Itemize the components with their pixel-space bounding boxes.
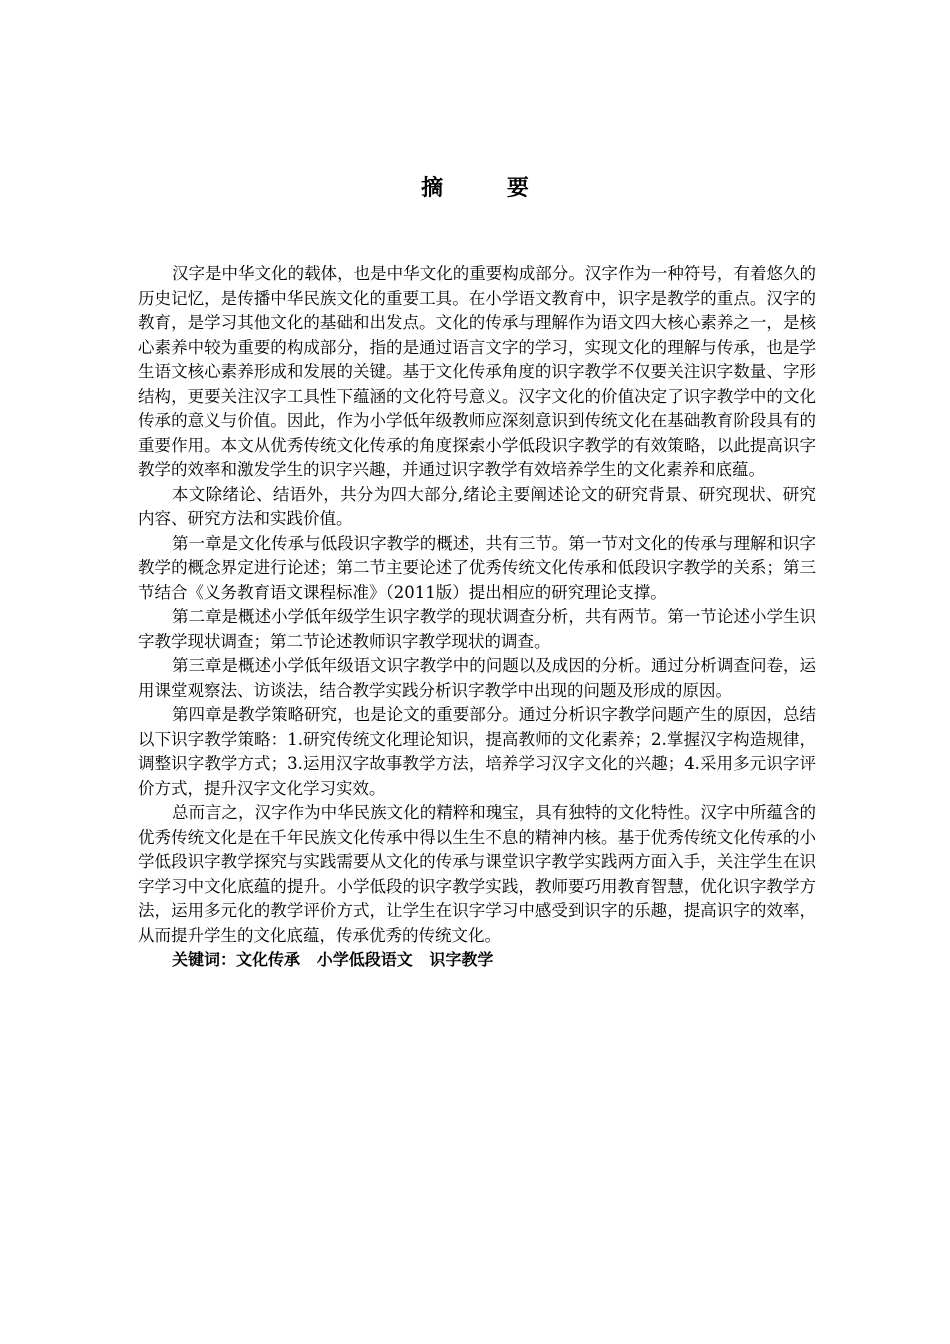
paragraph-structure: 本文除绪论、结语外，共分为四大部分,绪论主要阐述论文的研究背景、研究现状、研究内容、研究方法和实践价值。 xyxy=(138,484,816,528)
paragraph-intro: 汉字是中华文化的载体，也是中华文化的重要构成部分。汉字作为一种符号，有着悠久的历史记忆，是传播中华民族文化的重要工具。在小学语文教育中，识字是教学的重点。汉字的教育，是学习其他文化的基础和出发点。文化的传承与理解作为语文四大核心素养之一，是核心素养中较为重要的构成部分，指的是通过语言文字的学习，实现文化的理解与传承，也是学生语文核心素养形成和发展的关键。基于文化传承角度的识字教学不仅要关注识字数量、字形结构，更要关注汉字工具性下蕴涵的文化符号意义。汉字文化的价值决定了识字教学中的文化传承的意义与价值。因此，作为小学低年级教师应深刻意识到传统文化在基础教育阶段具有的重要作用。本文从优秀传统文化传承的角度探索小学低段识字教学的有效策略，以此提高识字教学的效率和激发学生的识字兴趣，并通过识字教学有效培养学生的文化素养和底蕴。 xyxy=(138,264,816,479)
paragraph-chapter-2: 第二章是概述小学低年级学生识字教学的现状调查分析，共有两节。第一节论述小学生识字教学现状调查；第二节论述教师识字教学现状的调查。 xyxy=(138,607,816,651)
paragraph-conclusion: 总而言之，汉字作为中华民族文化的精粹和瑰宝，具有独特的文化特性。汉字中所蕴含的优秀传统文化是在千年民族文化传承中得以生生不息的精神内核。基于优秀传统文化传承的小学低段识字教学探究与实践需要从文化的传承与课堂识字教学实践两方面入手，关注学生在识字学习中文化底蕴的提升。小学低段的识字教学实践，教师要巧用教育智慧，优化识字教学方法，运用多元化的教学评价方式，让学生在识字学习中感受到识字的乐趣，提高识字的效率，从而提升学生的文化底蕴，传承优秀的传统文化。 xyxy=(138,803,816,945)
keywords-line: 关键词：文化传承 小学低段语文 识字教学 xyxy=(172,950,494,969)
paragraph-chapter-4: 第四章是教学策略研究，也是论文的重要部分。通过分析识字教学问题产生的原因，总结以下识字教学策略：1.研究传统文化理论知识，提高教师的文化素养；2.掌握汉字构造规律，调整识字教学方式；3.运用汉字故事教学方法，培养学习汉字文化的兴趣；4.采用多元识字评价方式，提升汉字文化学习实效。 xyxy=(138,705,816,798)
abstract-title: 摘 要 xyxy=(421,176,557,201)
paragraph-chapter-1: 第一章是文化传承与低段识字教学的概述，共有三节。第一节对文化的传承与理解和识字教学的概念界定进行论述；第二节主要论述了优秀传统文化传承和低段识字教学的关系；第三节结合《义务教育语文课程标准》（2011版）提出相应的研究理论支撑。 xyxy=(138,533,816,602)
paragraph-chapter-3: 第三章是概述小学低年级语文识字教学中的问题以及成因的分析。通过分析调查问卷，运用课堂观察法、访谈法，结合教学实践分析识字教学中出现的问题及形成的原因。 xyxy=(138,656,816,700)
abstract-body xyxy=(138,262,816,973)
